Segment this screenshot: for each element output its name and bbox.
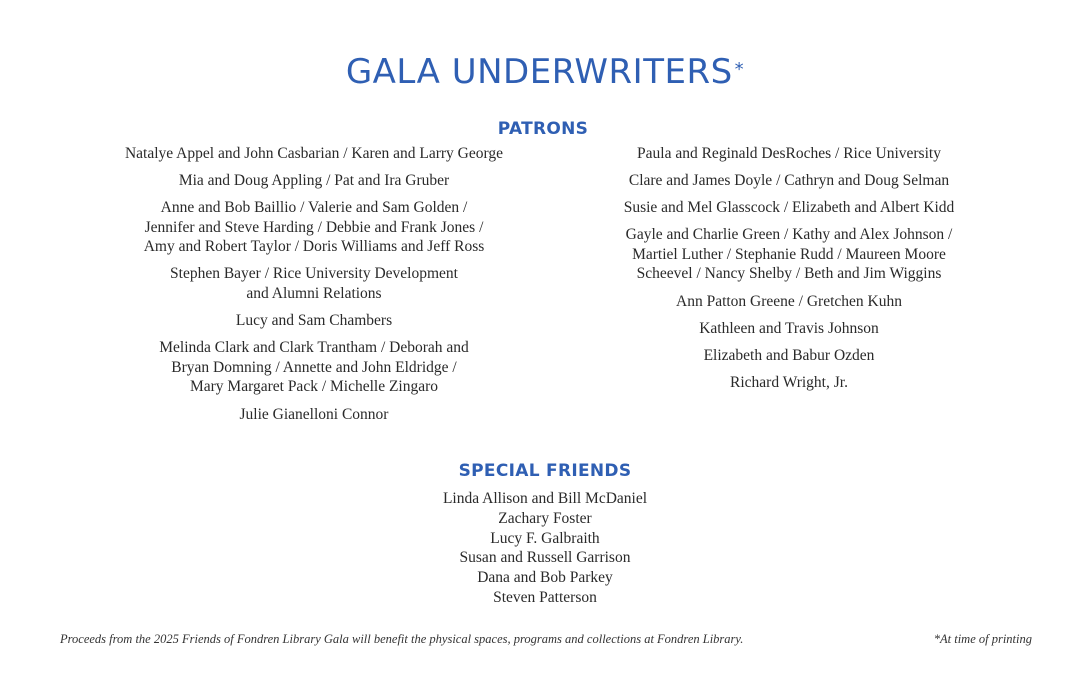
special-friend-entry: Linda Allison and Bill McDaniel [442, 490, 648, 507]
patron-entry: Richard Wright, Jr. [730, 373, 848, 391]
patron-entry: Gayle and Charlie Green / Kathy and Alex Johnson / Martiel Luther / Stephanie Rudd / Maureen Moore Scheevel / Nancy Shelby / Beth and Jim Wiggins [625, 226, 953, 283]
special-friend-entry: Lucy F. Galbraith [490, 529, 600, 547]
patrons-heading: PATRONS [497, 119, 589, 139]
title-asterisk: * [734, 59, 745, 80]
patron-entry: Lucy and Sam Chambers [235, 312, 393, 330]
page-title [0, 52, 1090, 92]
patron-entry: Elizabeth and Babur Ozden [703, 346, 875, 364]
special-friends-list [0, 489, 1090, 608]
footer-asterisk-note: *At time of printing [933, 632, 1032, 646]
footer-note: Proceeds from the 2025 Friends of Fondren Library Gala will benefit the physical spaces, programs and collections at Fondren Library. [60, 632, 744, 646]
patron-entry: Kathleen and Travis Johnson [699, 319, 879, 337]
special-friend-entry: Dana and Bob Parkey [477, 569, 613, 587]
patron-entry: Stephen Bayer / Rice University Development and Alumni Relations [170, 265, 458, 303]
patron-entry: Susie and Mel Glasscock / Elizabeth and Albert Kidd [623, 199, 955, 217]
patron-entry: Anne and Bob Baillio / Valerie and Sam Golden / Jennifer and Steve Harding / Debbie and Frank Jones / Amy and Robert Taylor / Doris Williams and Jeff Ross [143, 199, 485, 256]
special-friend-entry: Zachary Foster [498, 509, 592, 527]
patrons-right-column [555, 144, 1023, 400]
patron-entry: Clare and James Doyle / Cathryn and Doug Selman [628, 172, 950, 190]
patron-entry: Paula and Reginald DesRoches / Rice University [637, 145, 941, 162]
special-friend-entry: Steven Patterson [493, 588, 597, 606]
patrons-left-column [40, 144, 588, 432]
patron-entry: Natalye Appel and John Casbarian / Karen and Larry George [124, 145, 504, 162]
patron-entry: Julie Gianelloni Connor [239, 405, 389, 423]
patron-entry: Mia and Doug Appling / Pat and Ira Gruber [178, 172, 450, 190]
page-title-text: GALA UNDERWRITERS [345, 52, 733, 92]
patron-entry: Ann Patton Greene / Gretchen Kuhn [676, 292, 902, 310]
patron-entry: Melinda Clark and Clark Trantham / Deborah and Bryan Domning / Annette and John Eldridge / Mary Margaret Pack / Michelle Zingaro [159, 339, 469, 396]
special-friends-heading: SPECIAL FRIENDS [458, 461, 632, 481]
special-friend-entry: Susan and Russell Garrison [459, 549, 631, 567]
